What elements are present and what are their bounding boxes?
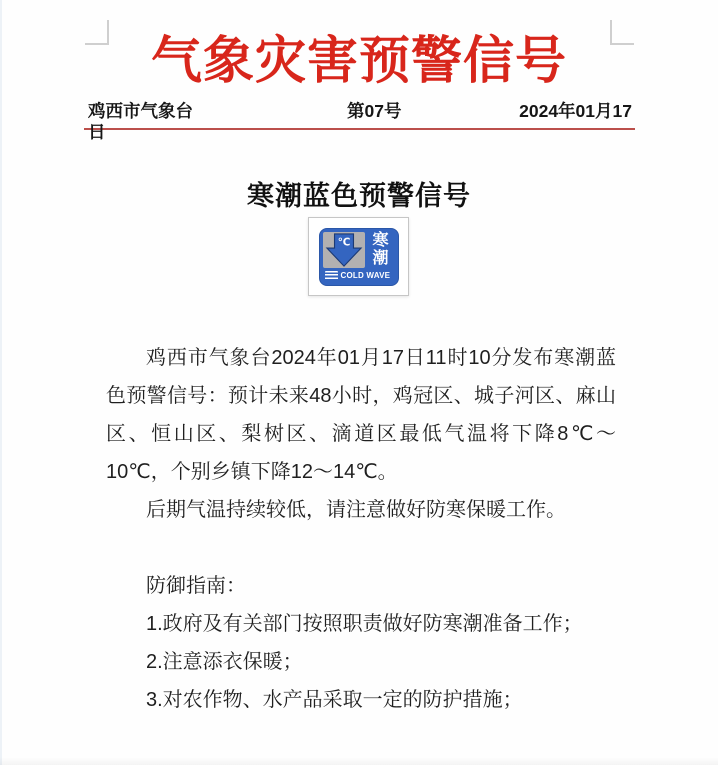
- cold-wave-hanzi: [367, 232, 395, 268]
- hanzi-chao: 潮: [372, 249, 389, 267]
- body-paragraph-1: 鸡西市气象台2024年01月17日11时10分发布寒潮蓝色预警信号：预计未来48小时，鸡冠区、城子河区、麻山区、恒山区、梨树区、滴道区最低气温将下降8℃～10℃，个别乡镇下降12～14℃。: [106, 347, 616, 483]
- issue-date: 2024年01月17: [519, 101, 632, 121]
- body-paragraph-2: 后期气温持续较低，请注意做好防寒保暖工作。: [146, 499, 566, 521]
- guide-item-1: 1.政府及有关部门按照职责做好防寒潮准备工作；: [146, 613, 583, 635]
- issuer-name: 鸡西市气象台: [88, 101, 193, 121]
- guide-item-2: 2.注意添衣保暖；: [146, 651, 303, 673]
- cma-flag-icon: [325, 271, 338, 280]
- cold-wave-english-label: COLD WAVE: [340, 270, 391, 280]
- cold-wave-blue-warning-icon: [319, 228, 399, 286]
- blank-line: [106, 529, 616, 567]
- page-bottom-edge: [0, 757, 718, 765]
- issue-date-wrapped-char: 日: [88, 122, 106, 142]
- document-title: 气象灾害预警信号: [150, 32, 567, 89]
- guide-item-3: 3.对农作物、水产品采取一定的防护措施；: [146, 689, 523, 711]
- bulletin-number: 第07号: [347, 101, 402, 121]
- guide-heading: 防御指南：: [146, 575, 246, 597]
- temperature-drop-arrow-icon: [323, 232, 365, 268]
- celsius-symbol: ℃: [337, 236, 350, 248]
- header-divider: [84, 128, 635, 130]
- page-left-edge: [0, 0, 2, 765]
- warning-heading: 寒潮蓝色预警信号: [247, 181, 471, 211]
- hanzi-han: 寒: [372, 231, 389, 249]
- document-body: [106, 339, 616, 719]
- warning-icon-card: [308, 217, 409, 296]
